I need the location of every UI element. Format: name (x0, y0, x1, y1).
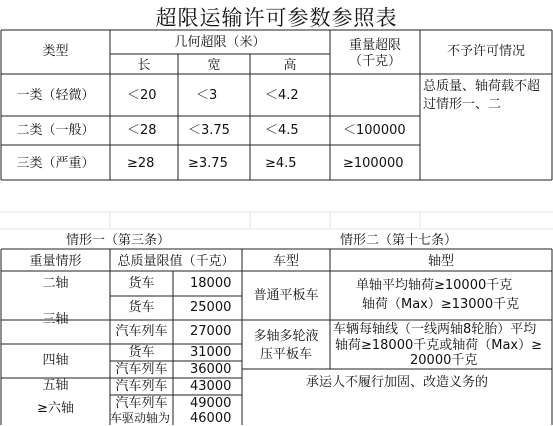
row2-category: 二类（一般） (16, 123, 95, 138)
row3-length: ≥28 (127, 156, 155, 171)
header-height: 高 (283, 58, 297, 73)
row1-height: ＜4.2 (265, 88, 299, 103)
case2-axle2-line2: 轴荷≥18000千克或轴荷（Max）≥ (335, 338, 543, 353)
case2-vehicle-2-line1: 多轴多轮液 (253, 329, 319, 344)
case1-value-4: 31000 (190, 345, 232, 360)
case2-title: 情形二（第十七条） (340, 233, 458, 248)
row2-width: ＜3.75 (188, 123, 230, 138)
case1-type-8: 车驱动轴为 (110, 411, 171, 425)
row1-note-line1: 总质量、轴荷载不超 (423, 79, 541, 94)
case2-header-vehicle: 车型 (272, 254, 299, 269)
row1-note-line2: 过情形一、二 (423, 97, 502, 112)
case2-bottom-note: 承运人不履行加固、改造义务的 (305, 375, 488, 390)
case2-axle1-line2: 轴荷（Max）≥13000千克 (362, 297, 520, 312)
case1-type-1: 货车 (128, 276, 155, 291)
row1-width: ＜3 (196, 88, 218, 103)
case1-value-7: 49000 (190, 396, 232, 411)
case2-axle2-line3: 20000千克 (410, 353, 478, 368)
case1-header-limit: 总质量限值（千克） (117, 254, 235, 269)
case2-header-axle: 轴型 (427, 254, 454, 269)
case1-axle-4: 四轴 (42, 353, 69, 368)
case2-axle2-line1: 车辆每轴线（一线两轴8轮胎）平均 (333, 322, 537, 337)
case1-type-4: 货车 (128, 345, 155, 360)
row2-height: ＜4.5 (265, 123, 299, 138)
case1-value-5: 36000 (190, 362, 232, 377)
case1-value-3: 27000 (190, 324, 232, 339)
header-width: 宽 (207, 58, 221, 73)
case1-value-1: 18000 (190, 276, 232, 291)
case2-vehicle-2-line2: 压平板车 (259, 347, 312, 362)
case1-type-6: 汽车列车 (115, 379, 168, 394)
case2-axle1-line1: 单轴平均轴荷≥10000千克 (356, 278, 513, 293)
case1-value-6: 43000 (190, 379, 232, 394)
case1-header-situation: 重量情形 (29, 254, 82, 269)
case1-type-3: 汽车列车 (115, 324, 168, 339)
case1-value-8: 46000 (190, 411, 232, 426)
header-not-allowed: 不予许可情况 (446, 44, 525, 59)
page-title: 超限运输许可参数参照表 (155, 6, 398, 30)
case1-value-2: 25000 (190, 300, 232, 315)
row2-length: ＜28 (127, 123, 157, 138)
case1-axle-5: 五轴 (42, 378, 69, 393)
case1-axle-3: 三轴 (42, 312, 69, 327)
header-length: 长 (137, 58, 151, 73)
case1-axle-6plus: ≥六轴 (37, 401, 74, 416)
case1-type-2: 货车 (128, 300, 155, 315)
row3-weight: ≥100000 (343, 156, 404, 171)
header-weight: 重量超限 (348, 38, 401, 53)
case1-type-7: 汽车列车 (115, 396, 168, 411)
case2-vehicle-1: 普通平板车 (253, 288, 319, 303)
row3-width: ≥3.75 (188, 156, 228, 171)
header-weight-unit: （千克） (348, 54, 401, 69)
case1-type-5: 汽车列车 (115, 362, 168, 377)
case1-title: 情形一（第三条） (66, 233, 171, 248)
row3-category: 三类（严重） (16, 156, 95, 171)
case1-axle-2: 二轴 (42, 276, 69, 291)
row1-category: 一类（轻微） (16, 88, 95, 103)
row2-weight: ＜100000 (343, 123, 406, 138)
row3-height: ≥4.5 (265, 156, 297, 171)
header-category: 类型 (42, 44, 69, 59)
row1-length: ＜20 (127, 88, 157, 103)
header-dims-group: 几何超限（米） (174, 35, 266, 50)
